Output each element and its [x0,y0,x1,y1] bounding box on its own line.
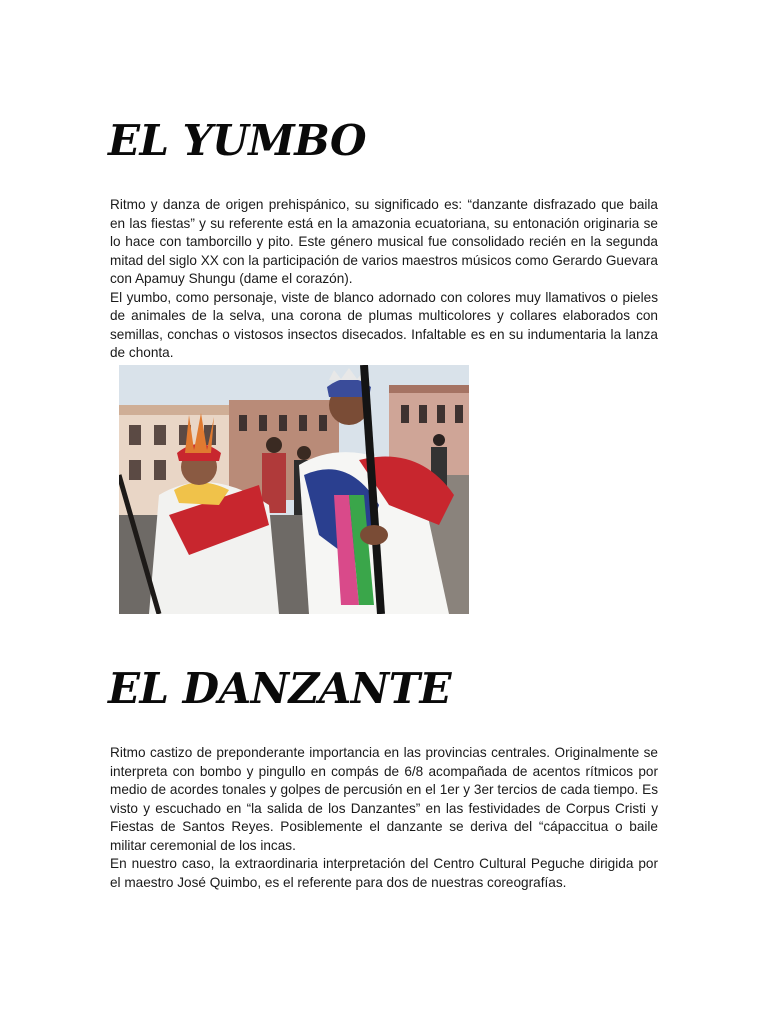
paragraph: Ritmo y danza de origen prehispánico, su significado es: “danzante disfrazado que baila en las fiestas” y su referente está en la amazonia ecuatoriana, su entonación originaria se lo hace con tamborcillo y pito. Este género musical fue consolidado recién en la segunda mitad del siglo XX con la participación de varios maestros músicos como Gerardo Guevara con Apamuy Shungu (dame el corazón). [110,197,658,286]
section-body-danzante [110,744,658,892]
yumbo-dancers-photo [119,365,469,614]
paragraph: Ritmo castizo de preponderante importancia en las provincias centrales. Originalmente se interpreta con bombo y pingullo en compás de 6/8 acompañada de acentos rítmicos por medio de acordes tonales y golpes de percusión en el 1er y 3er tercios de cada tiempo. Es visto y escuchado en “la salida de los Danzantes” en las festividades de Corpus Cristi y Fiestas de Santos Reyes. Posiblemente el danzante se deriva del “cápaccitua o baile militar ceremonial de los incas. [110,745,658,853]
paragraph: El yumbo, como personaje, viste de blanco adornado con colores muy llamativos o pieles de animales de la selva, una corona de plumas multicolores y collares elaborados con semillas, conchas o vistosos insectos disecados. Infaltable es en su indumentaria la lanza de chonta. [110,289,658,360]
section-title-danzante: EL DANZANTE [108,664,451,713]
section-title-yumbo: EL YUMBO [108,116,367,165]
paragraph: En nuestro caso, la extraordinaria interpretación del Centro Cultural Peguche dirigida por el maestro José Quimbo, es el referente para dos de nuestras coreografías. [110,856,658,890]
section-body-yumbo [110,196,658,363]
